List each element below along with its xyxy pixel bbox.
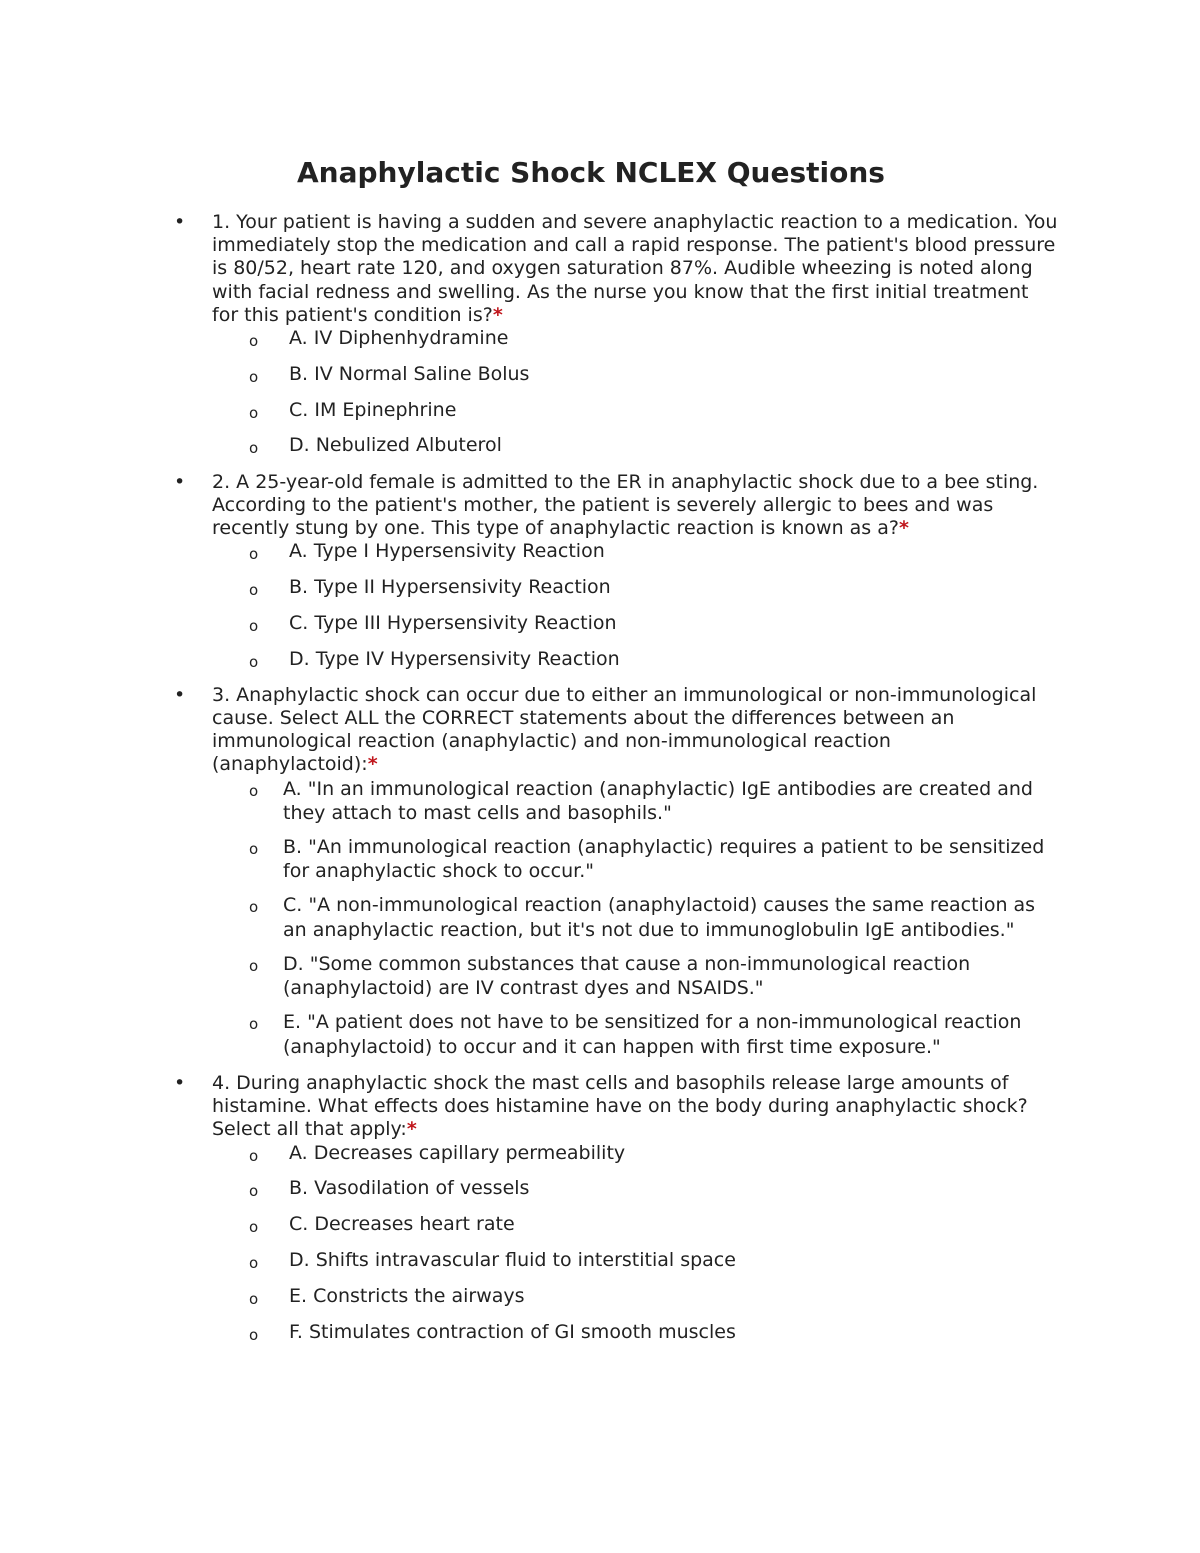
option-item — [212, 648, 1060, 671]
circle-bullet-icon: o — [249, 1254, 259, 1273]
option-item — [212, 952, 1060, 1001]
circle-bullet-icon: o — [249, 1146, 259, 1165]
option-item — [212, 1010, 1060, 1059]
option-item — [212, 540, 1060, 563]
circle-bullet-icon: o — [249, 1015, 259, 1034]
option-text: E. Constricts the airways — [289, 1284, 525, 1307]
circle-bullet-icon: o — [249, 545, 259, 564]
option-item — [212, 1213, 1060, 1236]
option-text: B. "An immunological reaction (anaphylactic) requires a patient to be sensitized for anaphylactic shock to occur." — [283, 836, 1045, 883]
option-text: C. Decreases heart rate — [289, 1213, 515, 1236]
option-text: A. IV Diphenhydramine — [289, 327, 509, 350]
required-marker: * — [898, 517, 909, 540]
bullet-icon: • — [174, 1072, 186, 1095]
option-item — [212, 576, 1060, 599]
option-item — [212, 399, 1060, 422]
option-list — [212, 327, 1060, 458]
option-text: A. Type I Hypersensivity Reaction — [289, 540, 605, 563]
option-item — [212, 327, 1060, 350]
question-text: 2. A 25-year-old female is admitted to the ER in anaphylactic shock due to a bee sting. According to the patient's mother, the patient is severely allergic to bees and was recently stung by one. This type of anaphylactic reaction is known as a?* — [212, 470, 1039, 540]
option-text: E. "A patient does not have to be sensitized for a non-immunological reaction (anaphylactoid) to occur and it can happen with first time exposure." — [283, 1011, 1022, 1058]
option-text: D. "Some common substances that cause a non-immunological reaction (anaphylactoid) are IV contrast dyes and NSAIDS." — [283, 952, 971, 1000]
question-item-1 — [0, 211, 1200, 458]
option-item — [212, 1142, 1060, 1165]
option-item — [212, 612, 1060, 635]
question-item-3 — [0, 684, 1200, 1059]
option-item — [212, 835, 1060, 884]
circle-bullet-icon: o — [249, 367, 259, 386]
option-item — [212, 1285, 1060, 1308]
question-item-4 — [0, 1072, 1200, 1344]
required-marker: * — [406, 1118, 417, 1141]
option-text: A. "In an immunological reaction (anaphylactic) IgE antibodies are created and they attach to mast cells and basophils." — [283, 777, 1033, 825]
circle-bullet-icon: o — [249, 781, 259, 800]
option-item — [212, 363, 1060, 386]
question-text: 4. During anaphylactic shock the mast cells and basophils release large amounts of histamine. What effects does histamine have on the body during anaphylactic shock? Select all that apply:* — [212, 1072, 1028, 1141]
option-list — [212, 540, 1060, 671]
option-item — [212, 1177, 1060, 1200]
page-title: Anaphylactic Shock NCLEX Questions — [297, 156, 885, 189]
question-text: 1. Your patient is having a sudden and severe anaphylactic reaction to a medication. You immediately stop the medication and call a rapid response. The patient's blood pressure is 80/52, heart rate 120, and oxygen saturation 87%. Audible wheezing is noted along with facial redness and swelling. As the nurse you know that the first initial treatment for this patient's condition is?* — [212, 211, 1058, 326]
question-text: 3. Anaphylactic shock can occur due to either an immunological or non-immunological cause. Select ALL the CORRECT statements about the differences between an immunological reaction (anaphylactic) and non-immunological reaction (anaphylactoid):* — [212, 683, 1037, 776]
question-list — [0, 211, 1200, 1357]
bullet-icon: • — [174, 470, 186, 493]
circle-bullet-icon: o — [249, 956, 259, 975]
option-text: A. Decreases capillary permeability — [289, 1141, 626, 1164]
circle-bullet-icon: o — [249, 1182, 259, 1201]
bullet-icon: • — [174, 683, 186, 706]
option-list — [212, 777, 1060, 1059]
question-item-2 — [0, 471, 1200, 671]
required-marker: * — [367, 753, 378, 776]
circle-bullet-icon: o — [249, 1218, 259, 1237]
option-text: F. Stimulates contraction of GI smooth muscles — [289, 1320, 736, 1343]
option-item — [212, 434, 1060, 457]
circle-bullet-icon: o — [249, 1289, 259, 1308]
bullet-icon: • — [174, 211, 186, 233]
option-item — [212, 893, 1060, 942]
option-text: C. IM Epinephrine — [289, 398, 457, 421]
circle-bullet-icon: o — [249, 332, 259, 351]
circle-bullet-icon: o — [249, 439, 259, 458]
circle-bullet-icon: o — [249, 616, 259, 635]
option-text: D. Type IV Hypersensivity Reaction — [289, 647, 620, 670]
option-text: D. Nebulized Albuterol — [289, 434, 502, 457]
option-text: B. IV Normal Saline Bolus — [289, 362, 530, 385]
option-item — [212, 1249, 1060, 1272]
option-item — [212, 777, 1060, 826]
required-marker: * — [492, 303, 503, 326]
circle-bullet-icon: o — [249, 840, 259, 859]
option-text: C. Type III Hypersensivity Reaction — [289, 611, 617, 634]
option-text: B. Type II Hypersensivity Reaction — [289, 576, 611, 599]
circle-bullet-icon: o — [249, 652, 259, 671]
option-text: C. "A non-immunological reaction (anaphylactoid) causes the same reaction as an anaphylactic reaction, but it's not due to immunoglobulin IgE antibodies." — [283, 894, 1036, 941]
option-list — [212, 1142, 1060, 1344]
option-item — [212, 1321, 1060, 1344]
circle-bullet-icon: o — [249, 1325, 259, 1344]
circle-bullet-icon: o — [249, 403, 259, 422]
option-text: B. Vasodilation of vessels — [289, 1177, 530, 1200]
circle-bullet-icon: o — [249, 898, 259, 917]
circle-bullet-icon: o — [249, 581, 259, 600]
option-text: D. Shifts intravascular fluid to interstitial space — [289, 1249, 736, 1272]
